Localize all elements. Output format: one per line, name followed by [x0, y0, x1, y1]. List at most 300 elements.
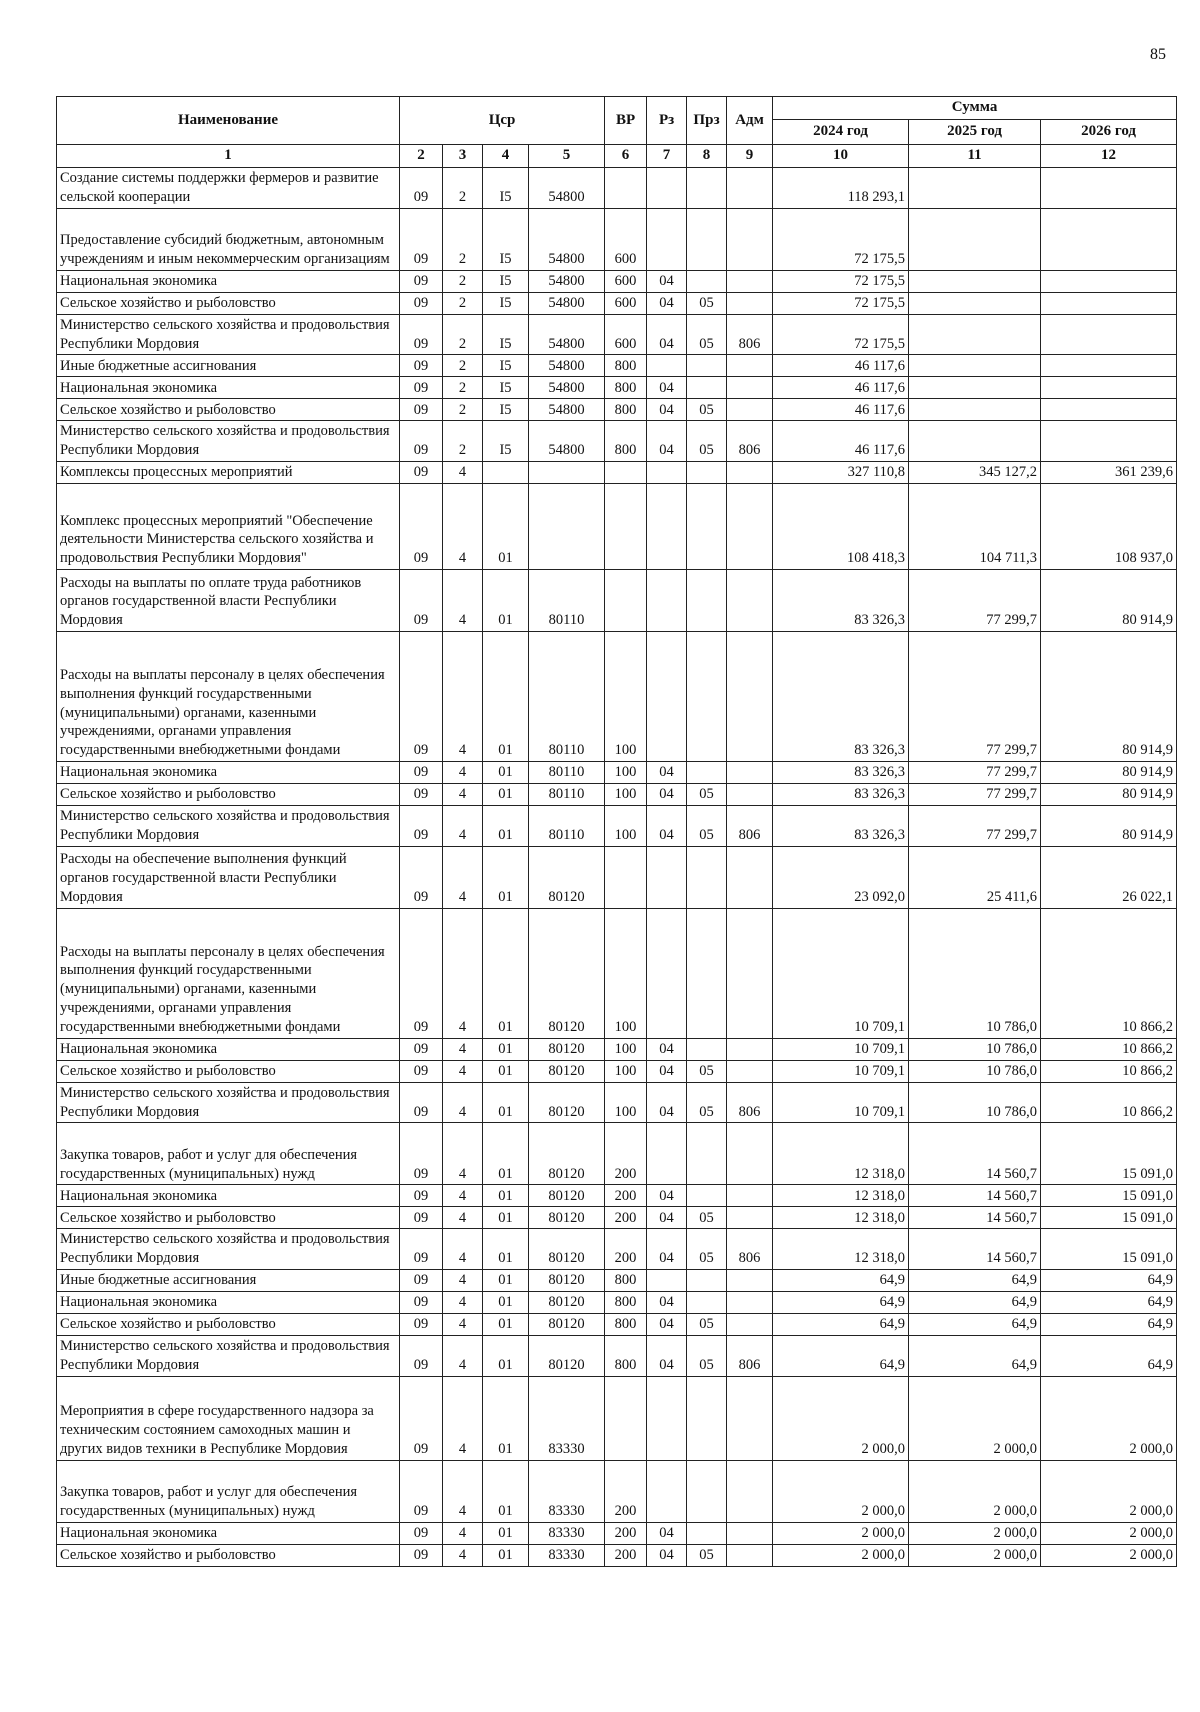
row-csr-2: 4 — [443, 908, 483, 1038]
row-csr-3: I5 — [483, 270, 529, 292]
row-csr-3: I5 — [483, 421, 529, 462]
row-sum-2026: 26 022,1 — [1041, 846, 1177, 908]
row-adm — [727, 784, 773, 806]
row-adm — [727, 377, 773, 399]
row-sum-2025: 2 000,0 — [909, 1522, 1041, 1544]
row-prz — [687, 1522, 727, 1544]
row-sum-2026: 80 914,9 — [1041, 632, 1177, 762]
row-csr-2: 4 — [443, 1460, 483, 1522]
row-sum-2025: 77 299,7 — [909, 632, 1041, 762]
table-row — [57, 1082, 1177, 1123]
row-adm — [727, 632, 773, 762]
row-sum-2025: 77 299,7 — [909, 762, 1041, 784]
row-adm — [727, 208, 773, 270]
row-csr-4: 80120 — [529, 1270, 605, 1292]
row-csr-2: 2 — [443, 168, 483, 209]
row-prz: 05 — [687, 421, 727, 462]
row-vr: 200 — [605, 1522, 647, 1544]
row-csr-4: 83330 — [529, 1522, 605, 1544]
row-csr-4: 80110 — [529, 806, 605, 847]
row-csr-2: 2 — [443, 377, 483, 399]
row-name: Закупка товаров, работ и услуг для обеспечения государственных (муниципальных) нужд — [57, 1123, 400, 1185]
table-row — [57, 1336, 1177, 1377]
row-vr — [605, 484, 647, 570]
row-name: Министерство сельского хозяйства и продовольствия Республики Мордовия — [57, 806, 400, 847]
row-csr-1: 09 — [400, 1082, 443, 1123]
row-rz — [647, 462, 687, 484]
row-rz — [647, 1270, 687, 1292]
row-csr-4: 80120 — [529, 1082, 605, 1123]
col-number: 6 — [605, 145, 647, 168]
row-name: Министерство сельского хозяйства и продовольствия Республики Мордовия — [57, 421, 400, 462]
row-sum-2025: 104 711,3 — [909, 484, 1041, 570]
row-csr-4: 83330 — [529, 1460, 605, 1522]
row-csr-3: 01 — [483, 484, 529, 570]
row-sum-2026: 15 091,0 — [1041, 1229, 1177, 1270]
row-csr-1: 09 — [400, 1336, 443, 1377]
row-sum-2026 — [1041, 377, 1177, 399]
table-row — [57, 846, 1177, 908]
row-csr-1: 09 — [400, 570, 443, 632]
row-name: Национальная экономика — [57, 1522, 400, 1544]
header-sum: Сумма — [773, 97, 1177, 120]
row-prz — [687, 1185, 727, 1207]
row-csr-3: 01 — [483, 1060, 529, 1082]
row-sum-2025 — [909, 208, 1041, 270]
row-vr: 800 — [605, 377, 647, 399]
table-row — [57, 762, 1177, 784]
row-sum-2026 — [1041, 292, 1177, 314]
row-prz — [687, 1376, 727, 1460]
row-sum-2025: 10 786,0 — [909, 1082, 1041, 1123]
row-csr-4: 80120 — [529, 908, 605, 1038]
row-prz: 05 — [687, 1229, 727, 1270]
row-sum-2024: 46 117,6 — [773, 355, 909, 377]
row-csr-2: 4 — [443, 846, 483, 908]
row-csr-2: 4 — [443, 1185, 483, 1207]
row-vr: 200 — [605, 1460, 647, 1522]
row-csr-1: 09 — [400, 1314, 443, 1336]
row-prz — [687, 632, 727, 762]
row-csr-4: 80120 — [529, 1038, 605, 1060]
row-vr: 800 — [605, 1270, 647, 1292]
row-name: Национальная экономика — [57, 1292, 400, 1314]
row-sum-2024: 108 418,3 — [773, 484, 909, 570]
table-row — [57, 632, 1177, 762]
row-rz — [647, 1123, 687, 1185]
row-name: Комплексы процессных мероприятий — [57, 462, 400, 484]
row-sum-2025: 345 127,2 — [909, 462, 1041, 484]
row-vr: 600 — [605, 292, 647, 314]
row-vr: 200 — [605, 1207, 647, 1229]
row-rz: 04 — [647, 762, 687, 784]
row-adm — [727, 168, 773, 209]
row-vr: 200 — [605, 1185, 647, 1207]
col-number: 3 — [443, 145, 483, 168]
row-adm — [727, 846, 773, 908]
row-sum-2025 — [909, 399, 1041, 421]
table-row — [57, 462, 1177, 484]
row-sum-2024: 64,9 — [773, 1292, 909, 1314]
row-csr-2: 4 — [443, 784, 483, 806]
row-csr-4: 80110 — [529, 762, 605, 784]
row-csr-2: 2 — [443, 270, 483, 292]
header-rz: Рз — [647, 97, 687, 145]
row-sum-2026: 15 091,0 — [1041, 1207, 1177, 1229]
row-csr-3: 01 — [483, 1185, 529, 1207]
row-adm — [727, 762, 773, 784]
row-csr-2: 4 — [443, 570, 483, 632]
row-sum-2024: 10 709,1 — [773, 908, 909, 1038]
row-sum-2026: 64,9 — [1041, 1314, 1177, 1336]
row-sum-2024: 12 318,0 — [773, 1229, 909, 1270]
row-csr-3: 01 — [483, 1270, 529, 1292]
row-rz — [647, 168, 687, 209]
row-csr-2: 2 — [443, 292, 483, 314]
row-prz — [687, 908, 727, 1038]
table-row — [57, 908, 1177, 1038]
row-prz — [687, 1292, 727, 1314]
row-vr — [605, 168, 647, 209]
row-csr-1: 09 — [400, 208, 443, 270]
row-csr-2: 4 — [443, 1292, 483, 1314]
row-sum-2026: 10 866,2 — [1041, 1082, 1177, 1123]
row-csr-3: 01 — [483, 784, 529, 806]
row-sum-2024: 2 000,0 — [773, 1376, 909, 1460]
row-csr-4: 83330 — [529, 1544, 605, 1566]
row-name: Национальная экономика — [57, 1038, 400, 1060]
row-sum-2024: 83 326,3 — [773, 806, 909, 847]
row-csr-4: 54800 — [529, 421, 605, 462]
table-row — [57, 399, 1177, 421]
row-name: Национальная экономика — [57, 270, 400, 292]
row-rz — [647, 632, 687, 762]
row-rz: 04 — [647, 1544, 687, 1566]
row-csr-3: I5 — [483, 399, 529, 421]
row-sum-2024: 72 175,5 — [773, 270, 909, 292]
col-number: 8 — [687, 145, 727, 168]
row-csr-1: 09 — [400, 421, 443, 462]
row-adm — [727, 1123, 773, 1185]
row-sum-2024: 12 318,0 — [773, 1185, 909, 1207]
table-row — [57, 1185, 1177, 1207]
row-vr: 800 — [605, 1314, 647, 1336]
row-csr-1: 09 — [400, 1229, 443, 1270]
row-csr-4: 80120 — [529, 846, 605, 908]
row-adm — [727, 1038, 773, 1060]
row-sum-2024: 12 318,0 — [773, 1207, 909, 1229]
row-csr-4: 54800 — [529, 292, 605, 314]
row-vr: 100 — [605, 1082, 647, 1123]
row-csr-2: 4 — [443, 1376, 483, 1460]
row-csr-2: 4 — [443, 1314, 483, 1336]
row-csr-2: 4 — [443, 1038, 483, 1060]
row-sum-2024: 64,9 — [773, 1270, 909, 1292]
row-prz: 05 — [687, 314, 727, 355]
col-number: 11 — [909, 145, 1041, 168]
row-prz — [687, 1038, 727, 1060]
row-csr-4: 80120 — [529, 1292, 605, 1314]
row-csr-4: 83330 — [529, 1376, 605, 1460]
row-sum-2025: 10 786,0 — [909, 908, 1041, 1038]
table-row — [57, 292, 1177, 314]
row-vr — [605, 846, 647, 908]
col-number: 7 — [647, 145, 687, 168]
row-adm — [727, 570, 773, 632]
row-vr: 100 — [605, 806, 647, 847]
row-sum-2025 — [909, 292, 1041, 314]
row-name: Расходы на выплаты персоналу в целях обеспечения выполнения функций государственными (муниципальными) органами, казенными учреждениями, органами управления государственными внебюджетными фондами — [57, 632, 400, 762]
row-prz — [687, 462, 727, 484]
row-sum-2024: 83 326,3 — [773, 784, 909, 806]
row-csr-1: 09 — [400, 270, 443, 292]
row-csr-2: 2 — [443, 314, 483, 355]
row-csr-2: 4 — [443, 806, 483, 847]
row-vr — [605, 462, 647, 484]
row-prz: 05 — [687, 1060, 727, 1082]
row-csr-1: 09 — [400, 292, 443, 314]
row-rz — [647, 484, 687, 570]
header-2024: 2024 год — [773, 120, 909, 145]
row-csr-4: 80110 — [529, 784, 605, 806]
row-csr-4: 80120 — [529, 1314, 605, 1336]
row-vr: 200 — [605, 1123, 647, 1185]
row-csr-3: I5 — [483, 292, 529, 314]
row-csr-3: 01 — [483, 1314, 529, 1336]
row-sum-2025: 64,9 — [909, 1270, 1041, 1292]
row-csr-3: I5 — [483, 355, 529, 377]
row-sum-2024: 83 326,3 — [773, 632, 909, 762]
row-sum-2024: 10 709,1 — [773, 1038, 909, 1060]
row-vr: 800 — [605, 1336, 647, 1377]
col-number: 12 — [1041, 145, 1177, 168]
row-sum-2025: 2 000,0 — [909, 1544, 1041, 1566]
row-rz — [647, 908, 687, 1038]
table-row — [57, 1229, 1177, 1270]
row-sum-2025 — [909, 314, 1041, 355]
row-prz — [687, 846, 727, 908]
row-sum-2025: 64,9 — [909, 1292, 1041, 1314]
row-vr — [605, 1376, 647, 1460]
row-csr-2: 2 — [443, 399, 483, 421]
row-adm — [727, 355, 773, 377]
row-csr-3: 01 — [483, 1336, 529, 1377]
row-prz: 05 — [687, 399, 727, 421]
row-sum-2026 — [1041, 355, 1177, 377]
row-vr: 100 — [605, 1060, 647, 1082]
row-sum-2026: 108 937,0 — [1041, 484, 1177, 570]
row-rz: 04 — [647, 784, 687, 806]
row-name: Комплекс процессных мероприятий "Обеспечение деятельности Министерства сельского хозяйства и продовольствия Республики Мордовия" — [57, 484, 400, 570]
row-csr-2: 4 — [443, 1207, 483, 1229]
row-csr-3: 01 — [483, 806, 529, 847]
budget-table — [56, 96, 1177, 1567]
row-sum-2025: 14 560,7 — [909, 1185, 1041, 1207]
row-sum-2026: 2 000,0 — [1041, 1544, 1177, 1566]
row-csr-1: 09 — [400, 1123, 443, 1185]
row-adm — [727, 1376, 773, 1460]
column-numbers-row — [57, 145, 1177, 168]
row-name: Сельское хозяйство и рыболовство — [57, 1060, 400, 1082]
row-csr-4: 54800 — [529, 399, 605, 421]
row-rz: 04 — [647, 292, 687, 314]
table-row — [57, 1270, 1177, 1292]
row-csr-1: 09 — [400, 1038, 443, 1060]
row-csr-1: 09 — [400, 1270, 443, 1292]
row-vr: 800 — [605, 355, 647, 377]
row-rz — [647, 1460, 687, 1522]
row-sum-2024: 327 110,8 — [773, 462, 909, 484]
row-name: Министерство сельского хозяйства и продовольствия Республики Мордовия — [57, 314, 400, 355]
row-sum-2025 — [909, 168, 1041, 209]
row-adm — [727, 399, 773, 421]
header-name: Наименование — [57, 97, 400, 145]
row-csr-2: 4 — [443, 632, 483, 762]
table-row — [57, 570, 1177, 632]
row-adm — [727, 1522, 773, 1544]
row-csr-1: 09 — [400, 632, 443, 762]
row-rz: 04 — [647, 1038, 687, 1060]
row-sum-2025: 10 786,0 — [909, 1038, 1041, 1060]
row-csr-3: 01 — [483, 1292, 529, 1314]
row-csr-3: 01 — [483, 570, 529, 632]
row-rz: 04 — [647, 314, 687, 355]
row-sum-2024: 46 117,6 — [773, 421, 909, 462]
row-sum-2025 — [909, 421, 1041, 462]
row-name: Создание системы поддержки фермеров и развитие сельской кооперации — [57, 168, 400, 209]
row-rz: 04 — [647, 1522, 687, 1544]
row-csr-4: 54800 — [529, 377, 605, 399]
row-adm — [727, 462, 773, 484]
row-csr-3: 01 — [483, 1460, 529, 1522]
row-sum-2026: 80 914,9 — [1041, 570, 1177, 632]
row-name: Мероприятия в сфере государственного надзора за техническим состоянием самоходных машин и других видов техники в Республике Мордовия — [57, 1376, 400, 1460]
row-prz: 05 — [687, 806, 727, 847]
row-sum-2026 — [1041, 421, 1177, 462]
row-prz — [687, 1460, 727, 1522]
col-number: 1 — [57, 145, 400, 168]
row-rz: 04 — [647, 1185, 687, 1207]
row-prz: 05 — [687, 1544, 727, 1566]
row-sum-2026: 2 000,0 — [1041, 1460, 1177, 1522]
row-sum-2026: 64,9 — [1041, 1336, 1177, 1377]
row-csr-1: 09 — [400, 784, 443, 806]
row-rz: 04 — [647, 421, 687, 462]
row-csr-2: 4 — [443, 1270, 483, 1292]
row-adm — [727, 908, 773, 1038]
row-adm — [727, 292, 773, 314]
table-row — [57, 1544, 1177, 1566]
header-vr: ВР — [605, 97, 647, 145]
row-prz: 05 — [687, 1314, 727, 1336]
row-prz — [687, 570, 727, 632]
row-csr-4: 54800 — [529, 168, 605, 209]
col-number: 9 — [727, 145, 773, 168]
row-csr-1: 09 — [400, 314, 443, 355]
row-rz: 04 — [647, 1314, 687, 1336]
row-csr-2: 4 — [443, 1336, 483, 1377]
row-prz: 05 — [687, 1082, 727, 1123]
row-vr: 100 — [605, 1038, 647, 1060]
row-sum-2025: 77 299,7 — [909, 784, 1041, 806]
row-prz: 05 — [687, 1207, 727, 1229]
row-prz — [687, 1270, 727, 1292]
row-sum-2026: 64,9 — [1041, 1292, 1177, 1314]
row-csr-3: 01 — [483, 1038, 529, 1060]
row-prz: 05 — [687, 784, 727, 806]
table-row — [57, 208, 1177, 270]
row-sum-2024: 2 000,0 — [773, 1460, 909, 1522]
row-csr-1: 09 — [400, 1460, 443, 1522]
row-prz — [687, 270, 727, 292]
row-adm: 806 — [727, 314, 773, 355]
row-rz: 04 — [647, 1292, 687, 1314]
row-name: Закупка товаров, работ и услуг для обеспечения государственных (муниципальных) нужд — [57, 1460, 400, 1522]
row-prz: 05 — [687, 1336, 727, 1377]
row-sum-2024: 83 326,3 — [773, 762, 909, 784]
row-prz: 05 — [687, 292, 727, 314]
row-csr-3: I5 — [483, 208, 529, 270]
table-row — [57, 1038, 1177, 1060]
row-csr-4: 80120 — [529, 1123, 605, 1185]
table-row — [57, 168, 1177, 209]
table-row — [57, 806, 1177, 847]
row-csr-4: 80110 — [529, 570, 605, 632]
row-name: Предоставление субсидий бюджетным, автономным учреждениям и иным некоммерческим организациям — [57, 208, 400, 270]
table-row — [57, 1060, 1177, 1082]
row-csr-2: 4 — [443, 1123, 483, 1185]
row-vr: 800 — [605, 1292, 647, 1314]
row-sum-2026: 15 091,0 — [1041, 1185, 1177, 1207]
row-sum-2024: 10 709,1 — [773, 1082, 909, 1123]
row-csr-1: 09 — [400, 399, 443, 421]
row-rz — [647, 846, 687, 908]
table-row — [57, 1522, 1177, 1544]
table-row — [57, 1123, 1177, 1185]
header-csr: Цср — [400, 97, 605, 145]
row-vr: 200 — [605, 1229, 647, 1270]
row-csr-4: 80120 — [529, 1185, 605, 1207]
row-rz — [647, 1376, 687, 1460]
row-name: Национальная экономика — [57, 1185, 400, 1207]
row-name: Сельское хозяйство и рыболовство — [57, 292, 400, 314]
row-vr: 800 — [605, 399, 647, 421]
row-csr-2: 4 — [443, 1060, 483, 1082]
row-sum-2024: 23 092,0 — [773, 846, 909, 908]
row-csr-3: I5 — [483, 314, 529, 355]
row-vr: 100 — [605, 632, 647, 762]
col-number: 5 — [529, 145, 605, 168]
col-number: 10 — [773, 145, 909, 168]
row-csr-4: 80120 — [529, 1229, 605, 1270]
header-2026: 2026 год — [1041, 120, 1177, 145]
row-adm — [727, 1544, 773, 1566]
row-csr-4: 80120 — [529, 1060, 605, 1082]
row-name: Национальная экономика — [57, 377, 400, 399]
row-sum-2025: 64,9 — [909, 1336, 1041, 1377]
row-csr-3: 01 — [483, 1123, 529, 1185]
row-adm — [727, 1314, 773, 1336]
row-vr — [605, 570, 647, 632]
row-name: Сельское хозяйство и рыболовство — [57, 1544, 400, 1566]
row-sum-2024: 64,9 — [773, 1336, 909, 1377]
row-sum-2025: 2 000,0 — [909, 1460, 1041, 1522]
row-csr-3: 01 — [483, 1229, 529, 1270]
row-csr-4: 80110 — [529, 632, 605, 762]
row-adm: 806 — [727, 1229, 773, 1270]
row-vr: 100 — [605, 784, 647, 806]
row-sum-2026: 10 866,2 — [1041, 1038, 1177, 1060]
